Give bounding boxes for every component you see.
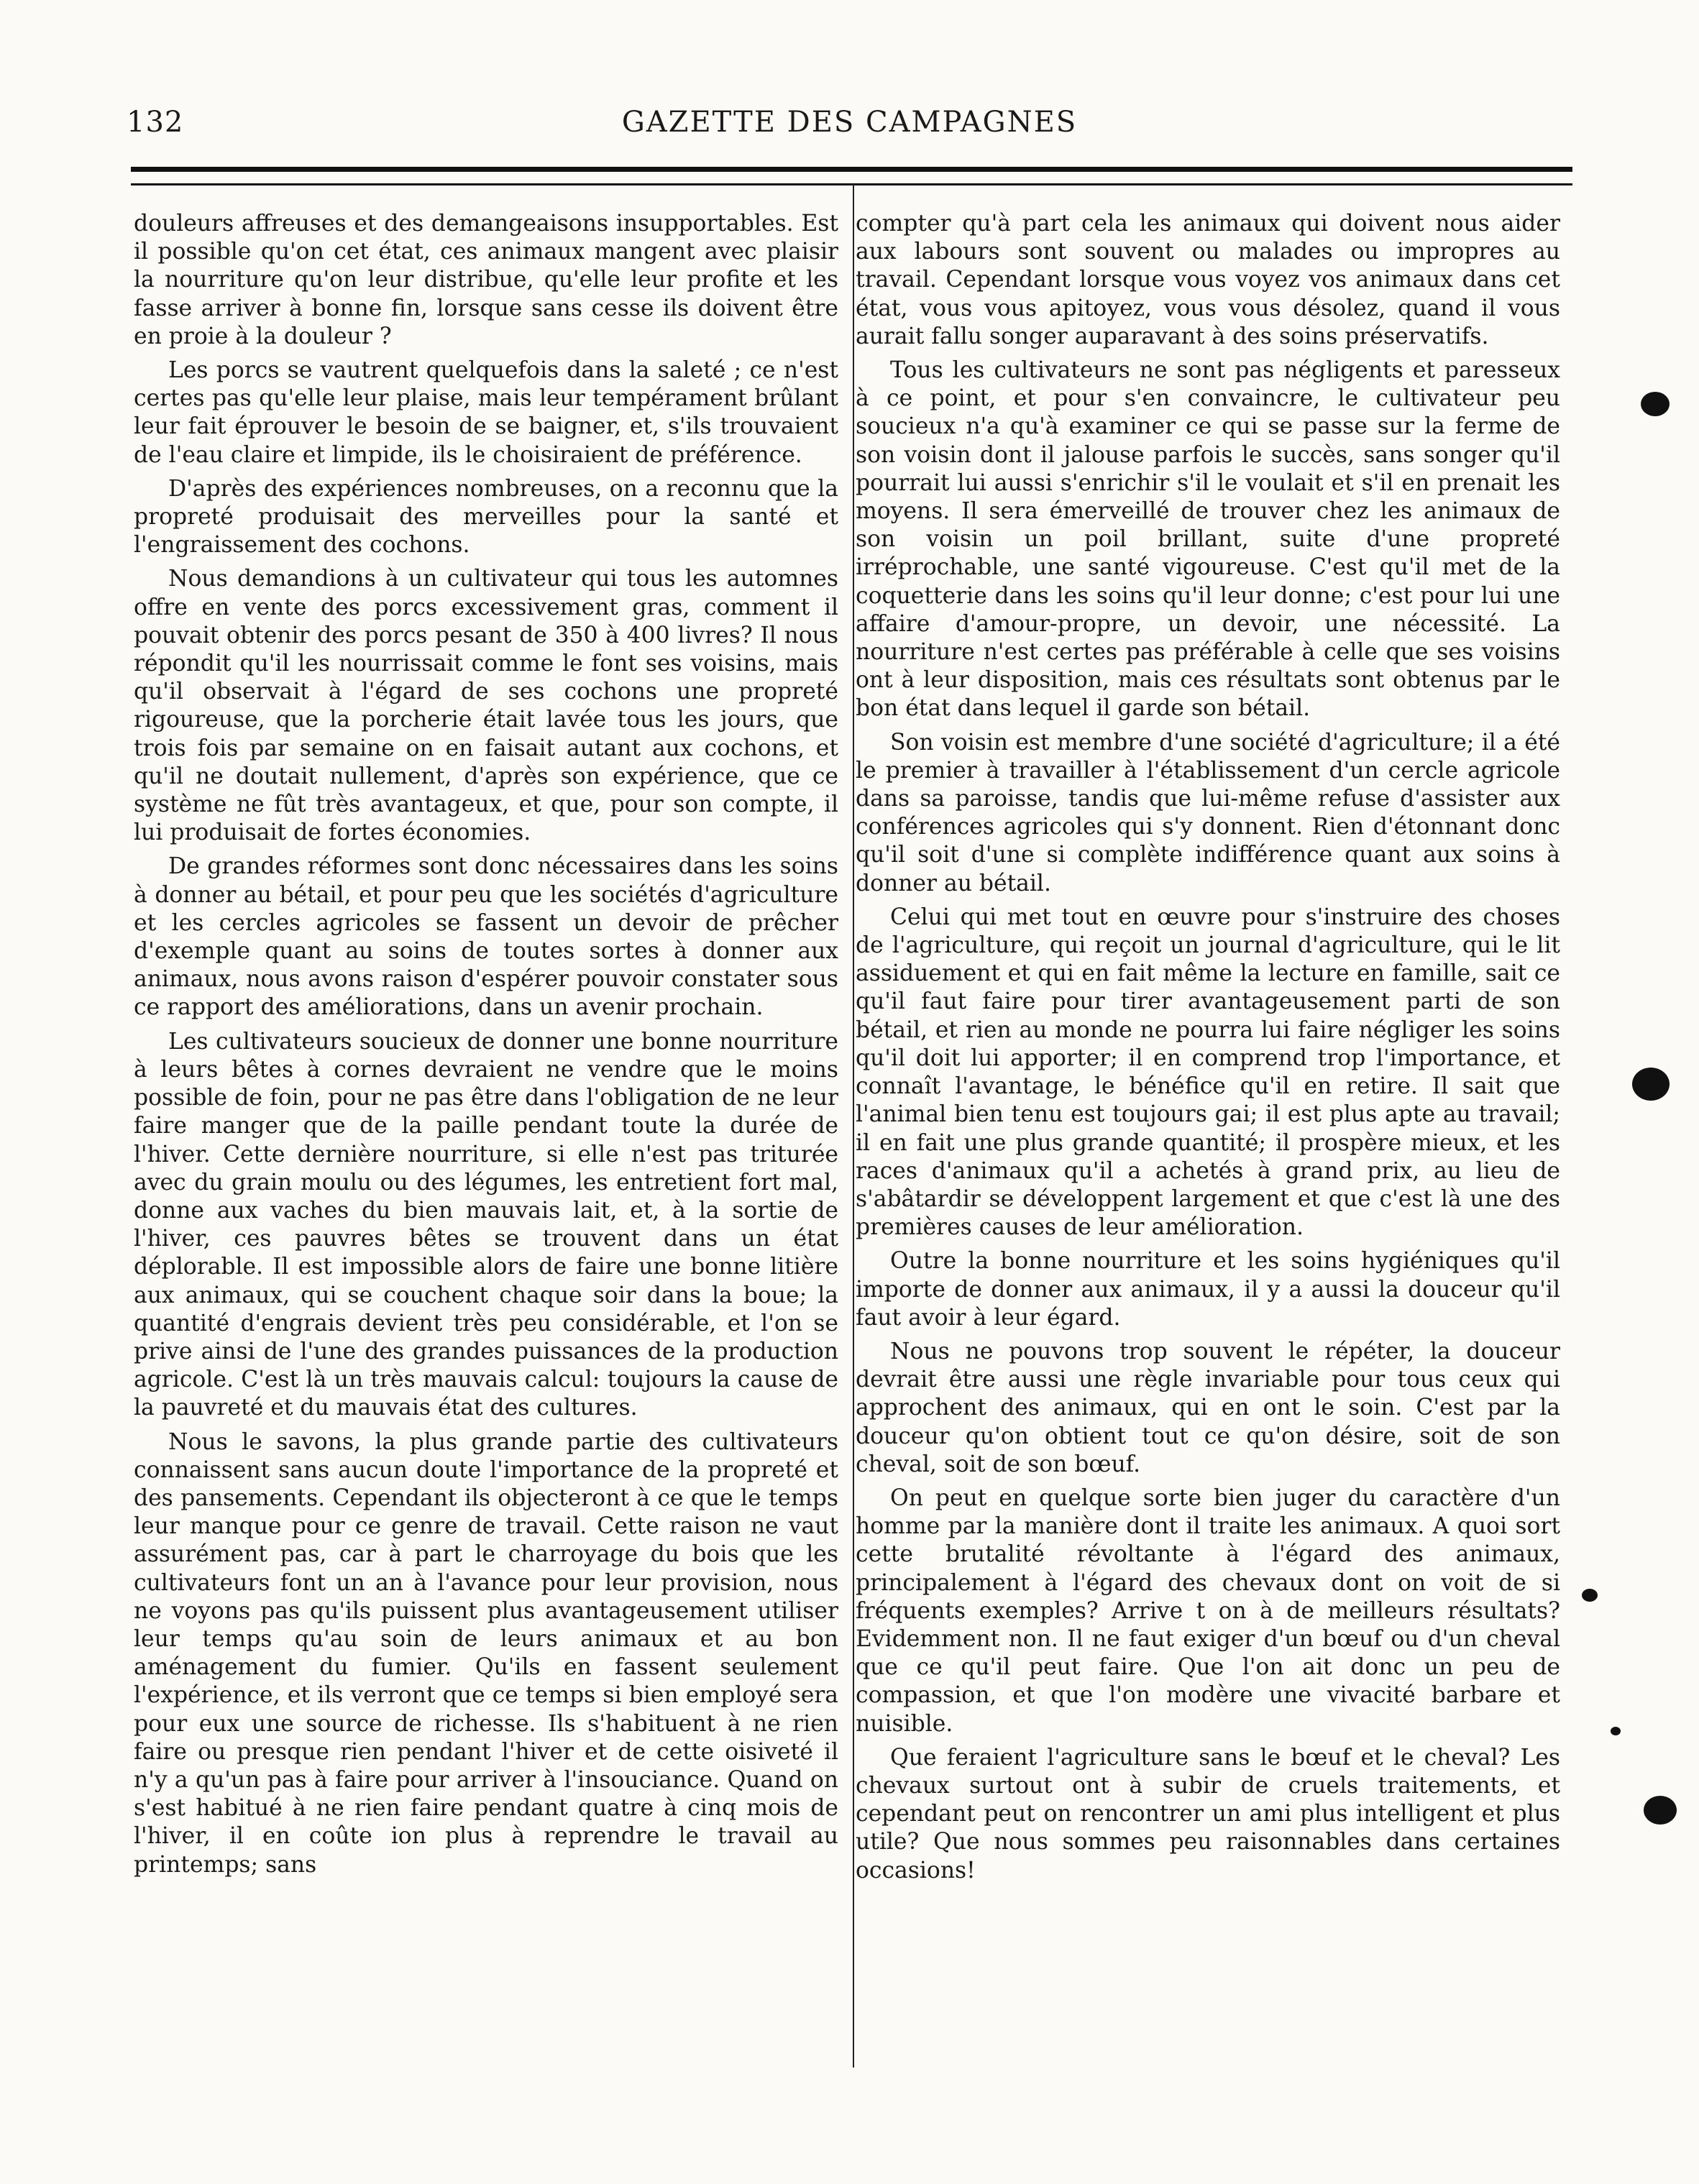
paragraph: Nous demandions à un cultivateur qui tous les automnes offre en vente des porcs excessivement gras, comment il pouvait obtenir des porcs pesant de 350 à 400 livres? Il nous répondit qu'il les nourrissait comme le font ses voisins, mais qu'il observait à l'égard de ses cochons une propreté rigoureuse, que la porcherie était lavée tous les jours, que trois fois par semaine on en faisait autant aux cochons, et qu'il ne doutait nullement, d'après son expérience, que ce système ne fût très avantageux, et que, pour son compte, il lui produisait de fortes économies. <box>134 566 838 846</box>
page-number: 132 <box>127 106 184 139</box>
paragraph: Tous les cultivateurs ne sont pas négligents et paresseux à ce point, et pour s'en convaincre, le cultivateur peu soucieux n'a qu'à examiner ce qui se passe sur la ferme de son voisin dont il jalouse parfois le succès, sans songer qu'il pourrait lui aussi s'enrichir s'il le voulait et s'il en prenait les moyens. Il sera émerveillé de trouver chez les animaux de son voisin un poil brillant, suite d'une propreté irréprochable, une santé vigoureuse. C'est qu'il met de la coquetterie dans les soins qu'il leur donne; c'est pour lui une affaire d'amour-propre, un devoir, une nécessité. La nourriture n'est certes pas préférable à celle que ses voisins ont à leur disposition, mais ces résultats sont obtenus par le bon état dans lequel il garde son bétail. <box>856 357 1560 722</box>
paragraph: De grandes réformes sont donc nécessaires dans les soins à donner au bétail, et pour peu que les sociétés d'agriculture et les cercles agricoles se fassent un devoir de prêcher d'exemple quant au soins de toutes sortes à donner aux animaux, nous avons raison d'espérer pouvoir constater sous ce rapport des améliorations, dans un avenir prochain. <box>134 853 838 1021</box>
page-header <box>127 101 1572 144</box>
paragraph: On peut en quelque sorte bien juger du caractère d'un homme par la manière dont il traite les animaux. A quoi sort cette brutalité révoltante à l'égard des animaux, principalement à l'égard des chevaux dont on voit de si fréquents exemples? Arrive t on à de meilleurs résultats? Evidemment non. Il ne faut exiger d'un bœuf ou d'un cheval que ce qu'il peut faire. Que l'on ait donc un peu de compassion, et que l'on modère une vivacité barbare et nuisible. <box>856 1485 1560 1737</box>
paragraph: Les porcs se vautrent quelquefois dans la saleté ; ce n'est certes pas qu'elle leur plaise, mais leur tempérament brûlant leur fait éprouver le besoin de se baigner, et, s'ils trouvaient de l'eau claire et limpide, ils le choisiraient de préférence. <box>134 357 838 468</box>
paragraph: Nous ne pouvons trop souvent le répéter, la douceur devrait être aussi une règle invariable pour tous ceux qui approchent des animaux, qui en ont le soin. C'est par la douceur qu'on obtient tout ce qu'on désire, soit de son cheval, soit de son bœuf. <box>856 1338 1560 1477</box>
paragraph: compter qu'à part cela les animaux qui doivent nous aider aux labours sont souvent ou malades ou impropres au travail. Cependant lorsque vous voyez vos animaux dans cet état, vous vous apitoyez, vous vous désolez, quand il vous aurait fallu songer auparavant à des soins préservatifs. <box>856 211 1560 349</box>
left-column <box>134 210 838 1885</box>
paragraph: Son voisin est membre d'une société d'agriculture; il a été le premier à travailler à l'établissement d'un cercle agricole dans sa paroisse, tandis que lui-même refuse d'assister aux conférences agricoles qui s'y donnent. Rien d'étonnant donc qu'il soit d'une si complète indifférence quant aux soins à donner au bétail. <box>856 729 1560 896</box>
ink-speck <box>1644 1796 1677 1825</box>
paragraph: D'après des expériences nombreuses, on a reconnu que la propreté produisait des merveilles pour la santé et l'engraissement des cochons. <box>134 475 838 559</box>
paragraph: Celui qui met tout en œuvre pour s'instruire des choses de l'agriculture, qui reçoit un journal d'agriculture, qui le lit assiduement et qui en fait même la lecture en famille, sait ce qu'il faut faire pour tirer avantageusement parti de son bétail, et rien au monde ne pourra lui faire négliger les soins qu'il doit lui apporter; il en comprend trop l'importance, et connaît l'avantage, le bénéfice qu'il en retire. Il sait que l'animal bien tenu est toujours gai; il est plus apte au travail; il en fait une plus grande quantité; il prospère mieux, et les races d'animaux qu'il a achetés à grand prix, au lieu de s'abâtardir se développent largement et que c'est là une des premières causes de leur amélioration. <box>856 904 1560 1241</box>
header-rule <box>131 167 1572 185</box>
ink-speck <box>1611 1727 1621 1735</box>
paragraph: douleurs affreuses et des demangeaisons insupportables. Est il possible qu'on cet état, ces animaux mangent avec plaisir la nourriture qu'on leur distribue, qu'elle leur profite et les fasse arriver à bonne fin, lorsque sans cesse ils doivent être en proie à la douleur ? <box>134 211 838 349</box>
running-title: GAZETTE DES CAMPAGNES <box>621 106 1078 139</box>
column-divider <box>853 184 854 2068</box>
ink-speck <box>1632 1068 1670 1101</box>
ink-speck <box>1582 1589 1598 1602</box>
ink-speck <box>1641 392 1670 416</box>
paragraph: Les cultivateurs soucieux de donner une bonne nourriture à leurs bêtes à cornes devraient ne vendre que le moins possible de foin, pour ne pas être dans l'obligation de ne leur faire manger que de la paille pendant toute la durée de l'hiver. Cette dernière nourriture, si elle n'est pas triturée avec du grain moulu ou des légumes, les entretient fort mal, donne aux vaches du bien mauvais lait, et, à la sortie de l'hiver, ces pauvres bêtes se trouvent dans un état déplorable. Il est impossible alors de faire une bonne litière aux animaux, qui se couchent chaque soir dans la boue; la quantité d'engrais devient très peu considérable, et l'on se prive ainsi de l'une des grandes puissances de la production agricole. C'est là un très mauvais calcul: toujours la cause de la pauvreté et du mauvais état des cultures. <box>134 1028 838 1421</box>
paragraph: Outre la bonne nourriture et les soins hygiéniques qu'il importe de donner aux animaux, il y a aussi la douceur qu'il faut avoir à leur égard. <box>856 1248 1560 1331</box>
paragraph: Nous le savons, la plus grande partie des cultivateurs connaissent sans aucun doute l'importance de la propreté et des pansements. Cependant ils objecteront à ce que le temps leur manque pour ce genre de travail. Cette raison ne vaut assurément pas, car à part le charroyage du bois que les cultivateurs font un an à l'avance pour leur provision, nous ne voyons pas qu'ils puissent plus avantageusement utiliser leur temps qu'au soin de leurs animaux et au bon aménagement du fumier. Qu'ils en fassent seulement l'expérience, et ils verront que ce temps si bien employé sera pour eux une source de richesse. Ils s'habituent à ne rien faire ou presque rien pendant l'hiver et de cette oisiveté il n'y a qu'un pas à faire pour arriver à l'insouciance. Quand on s'est habitué à ne rien faire pendant quatre à cinq mois de l'hiver, il en coûte ion plus à reprendre le travail au printemps; sans <box>134 1428 838 1878</box>
right-column <box>856 210 1560 1891</box>
paragraph: Que feraient l'agriculture sans le bœuf et le cheval? Les chevaux surtout ont à subir de cruels traitements, et cependant peut on rencontrer un ami plus intelligent et plus utile? Que nous sommes peu raisonnables dans certaines occasions! <box>856 1744 1560 1884</box>
